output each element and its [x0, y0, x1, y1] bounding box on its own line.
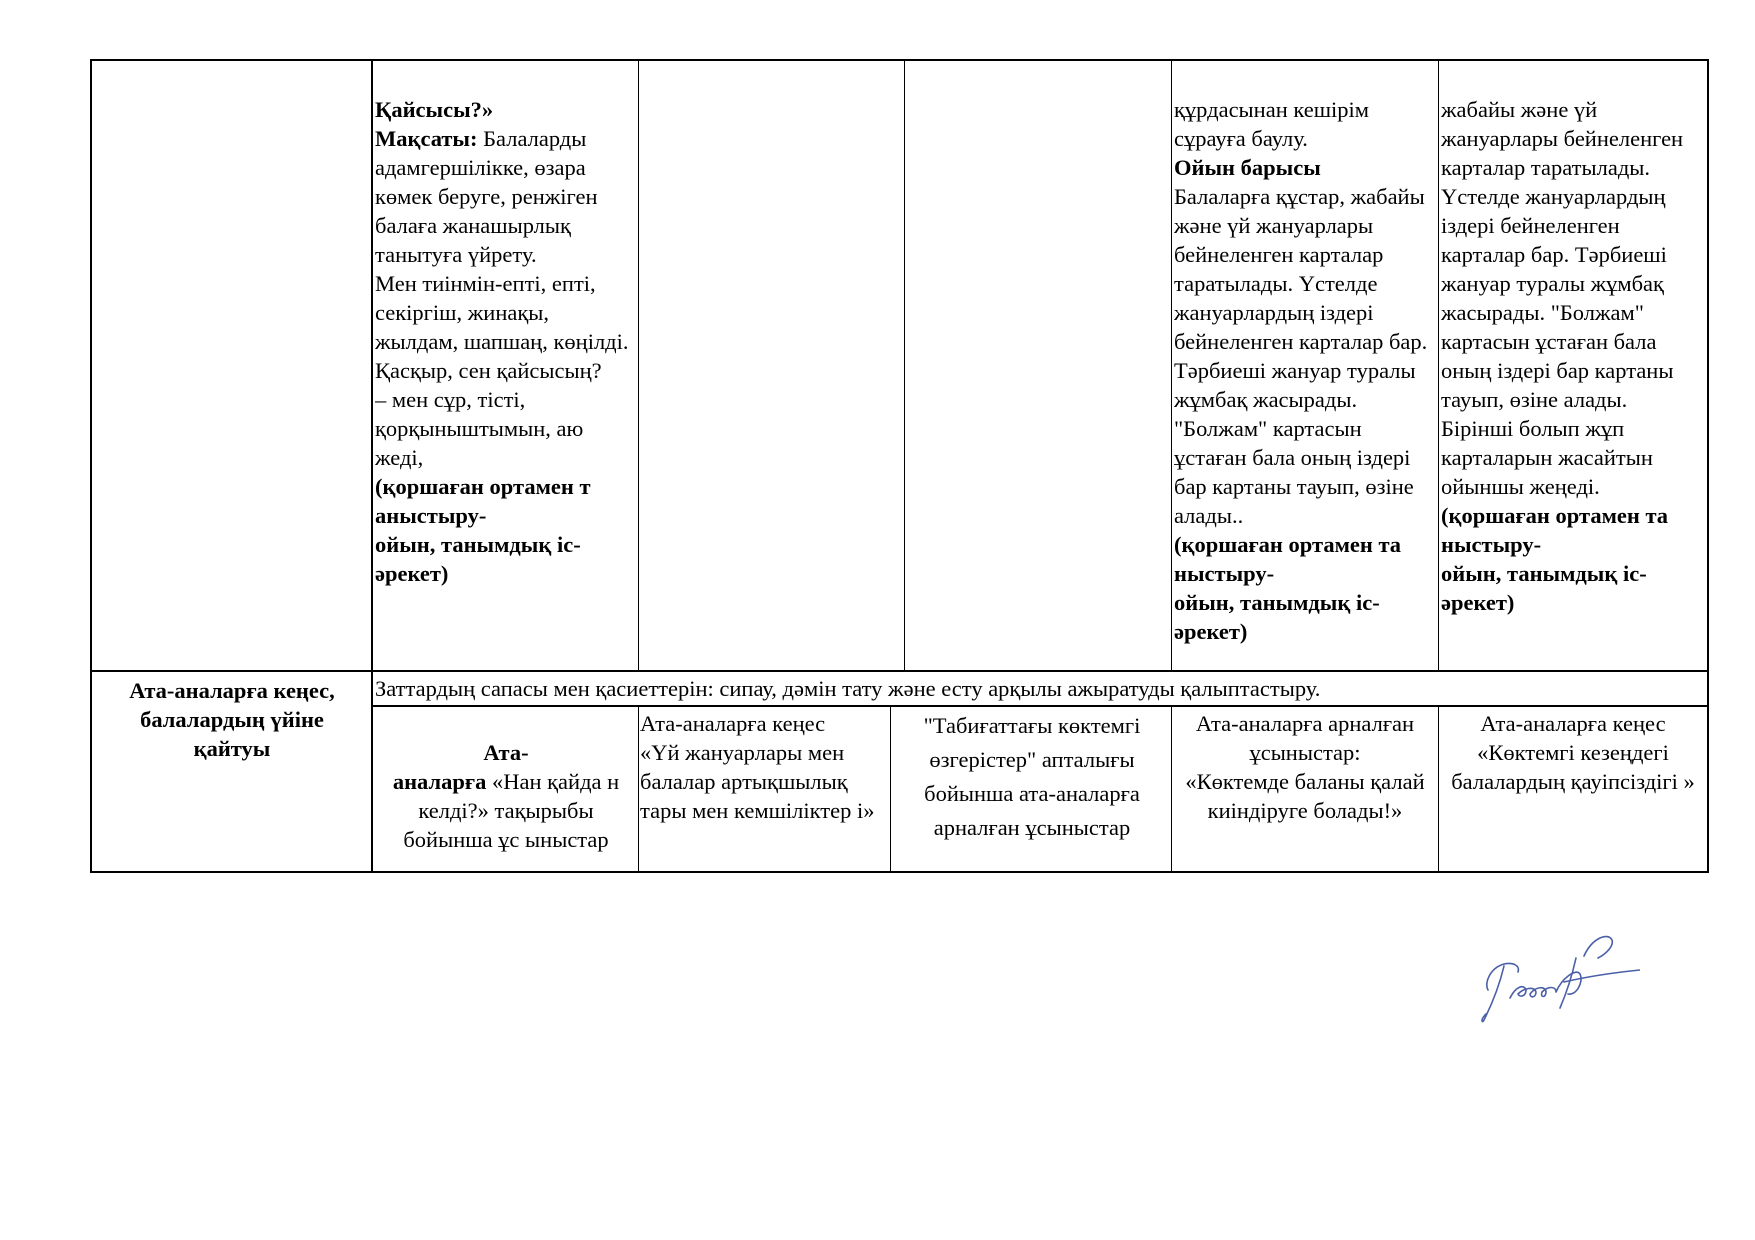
game-title: Қайсысы?» — [375, 97, 494, 122]
game-description: Балаларға құстар, жабайы және үй жануарлары бейнеленген карталар таратылады. Үстелде жануарлардың іздері бейнеленген карталар бар. Тәрбиеші жануар туралы жұмбақ жасырады. "Болжам" картасын ұстаған бала оның іздері бар картаны тауып, өзіне алады.. — [1174, 184, 1428, 528]
activity-tag: (қоршаған ортамен т аныстыру- ойын, танымдық іс-әрекет) — [375, 474, 591, 586]
col-divider — [1171, 61, 1172, 671]
col-divider — [1438, 61, 1439, 671]
row1-col4-cell — [906, 66, 1170, 670]
col-divider — [371, 61, 373, 671]
col-divider — [638, 61, 639, 671]
goal-text: Балаларды адамгершілікке, өзара көмек беруге, ренжіген балаға жанашырлық танытуға үйрету. — [375, 126, 598, 267]
intro-text: құрдасынан кешірім сұрауға баулу. — [1174, 97, 1370, 151]
game-body: Мен тиінмін-епті, епті, секіргіш, жинақы, жылдам, шапшаң, көңілді. Қасқыр, сен қайсысың? – мен сұр, тісті, қорқыныштымын, аю жеді, — [375, 271, 629, 470]
game-progress-heading: Ойын барысы — [1174, 155, 1321, 180]
row-divider — [92, 670, 1707, 672]
col-divider — [1171, 706, 1172, 871]
col-divider — [1438, 706, 1439, 871]
parents-advice-thursday: Ата-аналарға арналған ұсыныстар: «Көктемде баланы қалай киіндіруге болады!» — [1185, 711, 1425, 823]
advice-text: «Нан қайда н келді?» тақырыбы бойынша ұс ыныстар — [403, 769, 620, 852]
col-divider — [890, 706, 891, 871]
advice-bold-label: Ата- аналарға — [392, 740, 529, 794]
weekly-goal-text: Заттардың сапасы мен қасиеттерін: сипау, дәмін тату және есту арқылы ажыратуды қалыптастыру. — [375, 676, 1321, 701]
parents-advice-monday — [375, 709, 637, 869]
parents-advice-tuesday: Ата-аналарға кеңес «Үй жануарлары мен балалар артықшылық тары мен кемшіліктер і» — [640, 711, 875, 823]
parents-advice-friday: Ата-аналарға кеңес «Көктемгі кезеңдегі балалардың қауіпсіздігі » — [1451, 711, 1695, 794]
row1-col1-cell — [94, 63, 370, 669]
row-label-parents: Ата-аналарға кеңес, балалардың үйіне қайтуы — [129, 678, 335, 761]
parents-advice-wednesday: "Табиғаттағы көктемгі өзгерістер" апталығы бойынша ата-аналарға арналған ұсыныстар — [923, 713, 1141, 840]
activity-tag: (қоршаған ортамен та ныстыру- ойын, танымдық іс-әрекет) — [1441, 503, 1669, 615]
row1-col6-cell — [1441, 66, 1705, 670]
row-divider — [371, 705, 1707, 707]
col-divider — [371, 671, 373, 871]
col-divider — [638, 706, 639, 871]
activity-tag: (қоршаған ортамен та ныстыру- ойын, танымдық іс-әрекет) — [1174, 532, 1402, 644]
plan-table — [90, 59, 1709, 873]
goal-label: Мақсаты: — [375, 126, 478, 151]
row1-col2-cell — [375, 66, 637, 670]
col-divider — [904, 61, 905, 671]
row1-col3-cell — [640, 66, 902, 670]
game-description: жабайы және үй жануарлары бейнеленген карталар таратылады. Үстелде жануарлардың іздері бейнеленген карталар бар. Тәрбиеші жануар туралы жұмбақ жасырады. "Болжам" картасын ұстаған бала оның іздері бар картаны тауып, өзіне алады. Бірінші болып жұп карталарын жасайтын ойыншы жеңеді. — [1441, 97, 1684, 499]
row1-col5-cell — [1174, 66, 1436, 670]
signature-image — [1480, 928, 1640, 1028]
